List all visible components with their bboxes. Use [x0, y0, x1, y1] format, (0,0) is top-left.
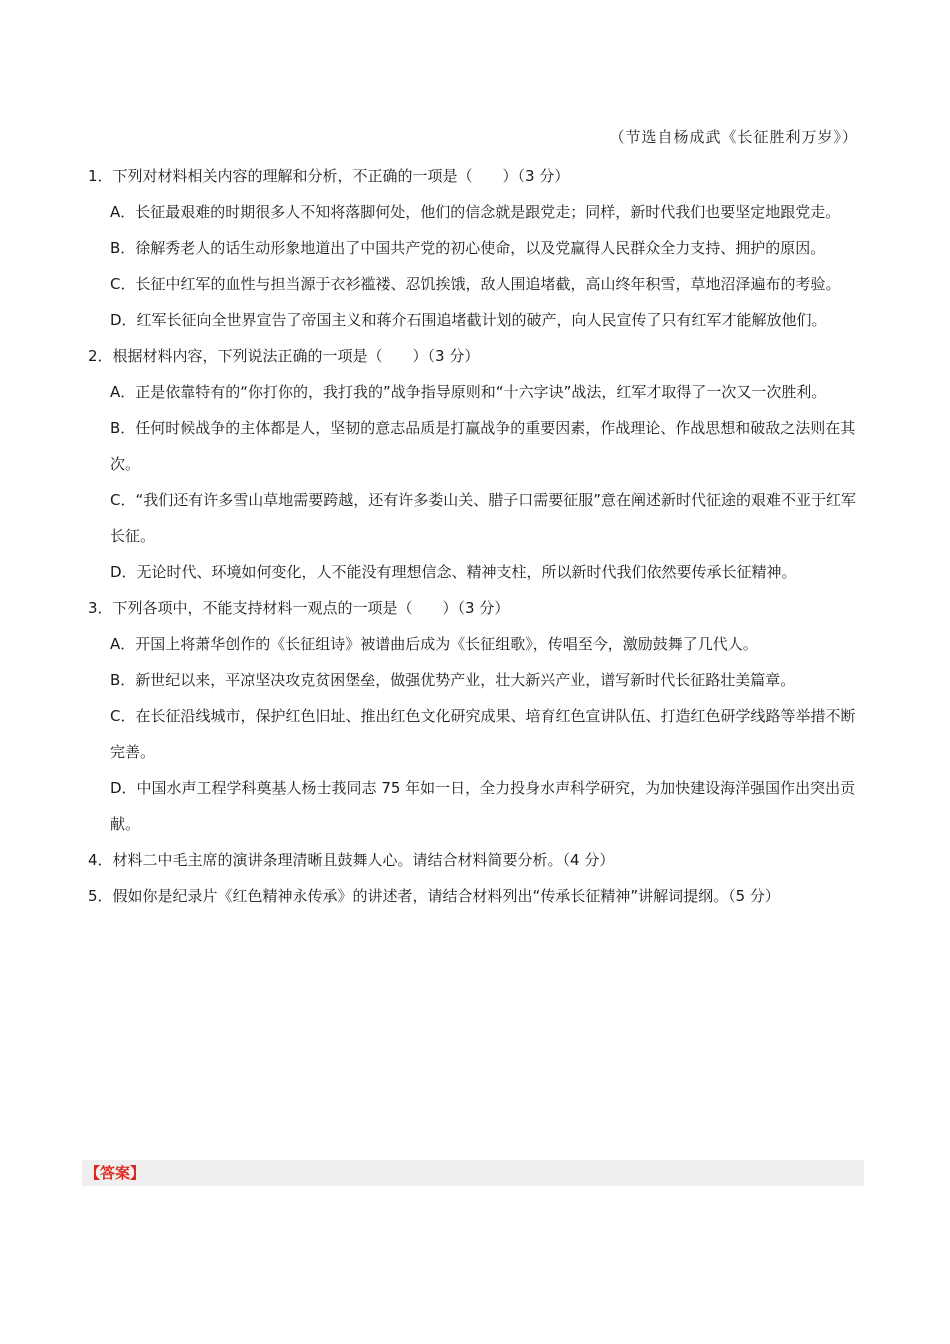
question-stem: 4．材料二中毛主席的演讲条理清晰且鼓舞人心。请结合材料简要分析。（4 分） [88, 851, 615, 869]
option-c: C．在长征沿线城市，保护红色旧址、推出红色文化研究成果、培育红色宣讲队伍、打造红色研学线路等举措不断完善。 [110, 707, 856, 761]
option-a: A．开国上将萧华创作的《长征组诗》被谱曲后成为《长征组歌》，传唱至今，激励鼓舞了几代人。 [110, 635, 758, 653]
option-d: D．中国水声工程学科奠基人杨士莪同志 75 年如一日，全力投身水声科学研究，为加快建设海洋强国作出突出贡献。 [110, 779, 856, 833]
question-1 [88, 158, 866, 338]
source-citation: （节选自杨成武《长征胜利万岁》） [609, 128, 858, 146]
answer-section-bar [82, 1160, 864, 1186]
question-stem: 2．根据材料内容，下列说法正确的一项是（ ）（3 分） [88, 347, 480, 365]
answer-label: 【答案】 [85, 1164, 146, 1182]
question-stem: 1．下列对材料相关内容的理解和分析，不正确的一项是（ ）（3 分） [88, 167, 570, 185]
option-a: A．长征最艰难的时期很多人不知将落脚何处，他们的信念就是跟党走；同样，新时代我们也要坚定地跟党走。 [110, 203, 841, 221]
option-list [88, 194, 866, 338]
option-c: C．“我们还有许多雪山草地需要跨越，还有许多娄山关、腊子口需要征服”意在阐述新时代征途的艰难不亚于红军长征。 [110, 491, 857, 545]
question-4 [88, 842, 866, 878]
question-stem: 3．下列各项中，不能支持材料一观点的一项是（ ）（3 分） [88, 599, 510, 617]
option-list [88, 626, 866, 842]
option-b: B．任何时候战争的主体都是人，坚韧的意志品质是打赢战争的重要因素，作战理论、作战思想和破敌之法则在其次。 [110, 419, 856, 473]
question-stem: 5．假如你是纪录片《红色精神永传承》的讲述者，请结合材料列出“传承长征精神”讲解词提纲。（5 分） [88, 887, 780, 905]
option-list [88, 374, 866, 590]
option-c: C．长征中红军的血性与担当源于衣衫褴褛、忍饥挨饿，敌人围追堵截，高山终年积雪，草地沼泽遍布的考验。 [110, 275, 841, 293]
option-d: D．红军长征向全世界宣告了帝国主义和蒋介石围追堵截计划的破产，向人民宣传了只有红军才能解放他们。 [110, 311, 827, 329]
question-2 [88, 338, 866, 590]
question-list [88, 158, 866, 914]
option-a: A．正是依靠特有的“你打你的，我打我的”战争指导原则和“十六字诀”战法，红军才取得了一次又一次胜利。 [110, 383, 827, 401]
option-b: B．新世纪以来，平凉坚决攻克贫困堡垒，做强优势产业，壮大新兴产业，谱写新时代长征路壮美篇章。 [110, 671, 796, 689]
option-b: B．徐解秀老人的话生动形象地道出了中国共产党的初心使命，以及党赢得人民群众全力支持、拥护的原因。 [110, 239, 826, 257]
option-d: D．无论时代、环境如何变化，人不能没有理想信念、精神支柱，所以新时代我们依然要传承长征精神。 [110, 563, 797, 581]
question-5 [88, 878, 866, 914]
question-3 [88, 590, 866, 842]
